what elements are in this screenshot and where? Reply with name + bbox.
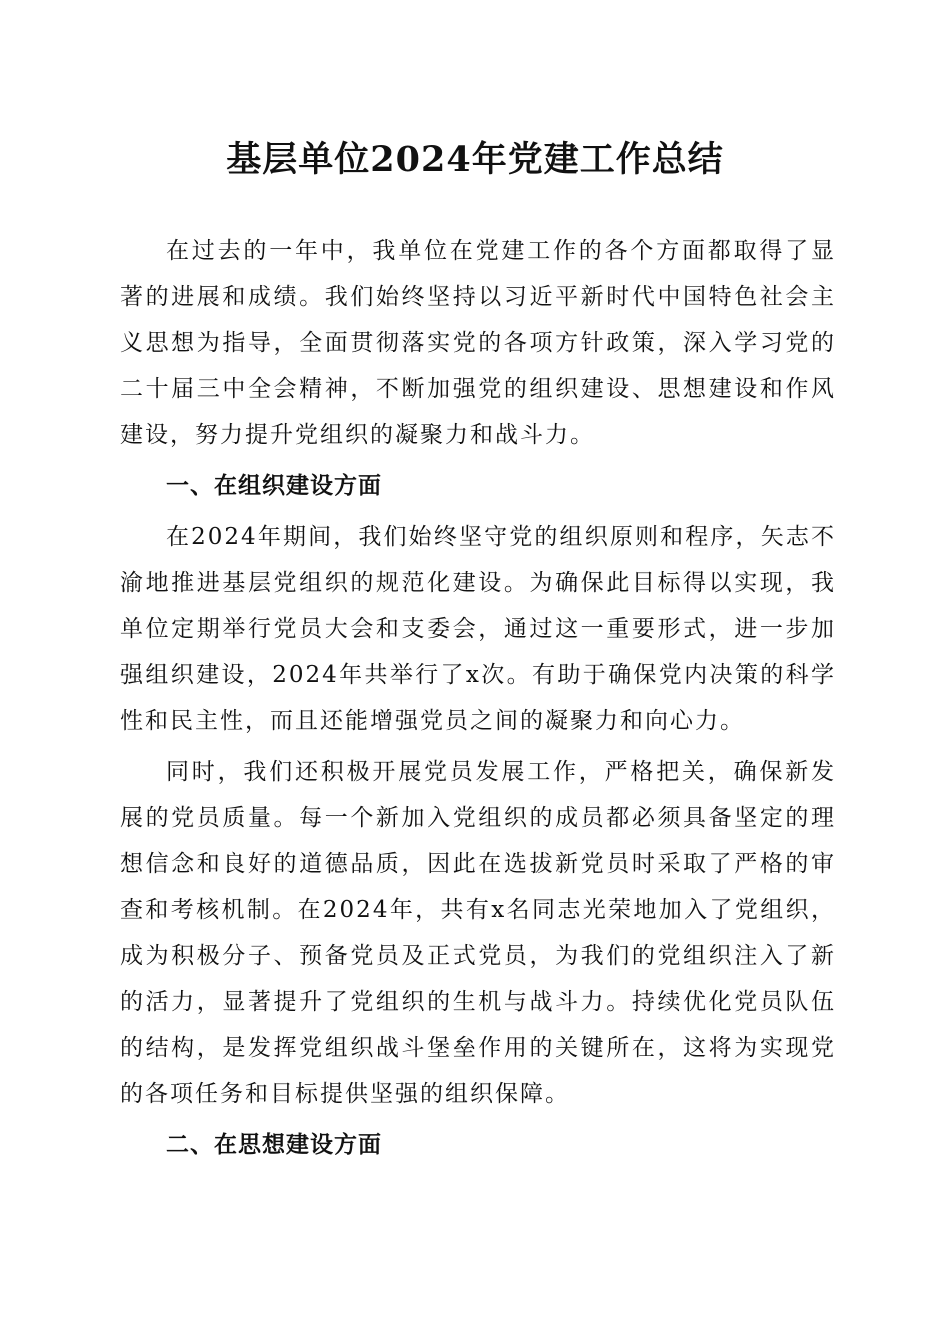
intro-paragraph: 在过去的一年中，我单位在党建工作的各个方面都取得了显著的进展和成绩。我们始终坚持以习近平新时代中国特色社会主义思想为指导，全面贯彻落实党的各项方针政策，深入学习党的二十届三中全会精神，不断加强党的组织建设、思想建设和作风建设，努力提升党组织的凝聚力和战斗力。 xyxy=(120,238,836,448)
organization-paragraph-1: 在2024年期间，我们始终坚守党的组织原则和程序，矢志不渝地推进基层党组织的规范化建设。为确保此目标得以实现，我单位定期举行党员大会和支委会，通过这一重要形式，进一步加强组织建设，2024年共举行了x次。有助于确保党内决策的科学性和民主性，而且还能增强党员之间的凝聚力和向心力。 xyxy=(120,524,836,734)
organization-paragraph-2: 同时，我们还积极开展党员发展工作，严格把关，确保新发展的党员质量。每一个新加入党组织的成员都必须具备坚定的理想信念和良好的道德品质，因此在选拔新党员时采取了严格的审查和考核机制。在2024年，共有x名同志光荣地加入了党组织，成为积极分子、预备党员及正式党员，为我们的党组织注入了新的活力，显著提升了党组织的生机与战斗力。持续优化党员队伍的结构，是发挥党组织战斗堡垒作用的关键所在，这将为实现党的各项任务和目标提供坚强的组织保障。 xyxy=(120,759,836,1107)
document-title: 基层单位2024年党建工作总结 xyxy=(226,139,724,180)
section-heading-ideology: 二、在思想建设方面 xyxy=(166,1131,382,1158)
section-heading-organization: 一、在组织建设方面 xyxy=(166,472,382,499)
document-body xyxy=(120,228,836,1168)
